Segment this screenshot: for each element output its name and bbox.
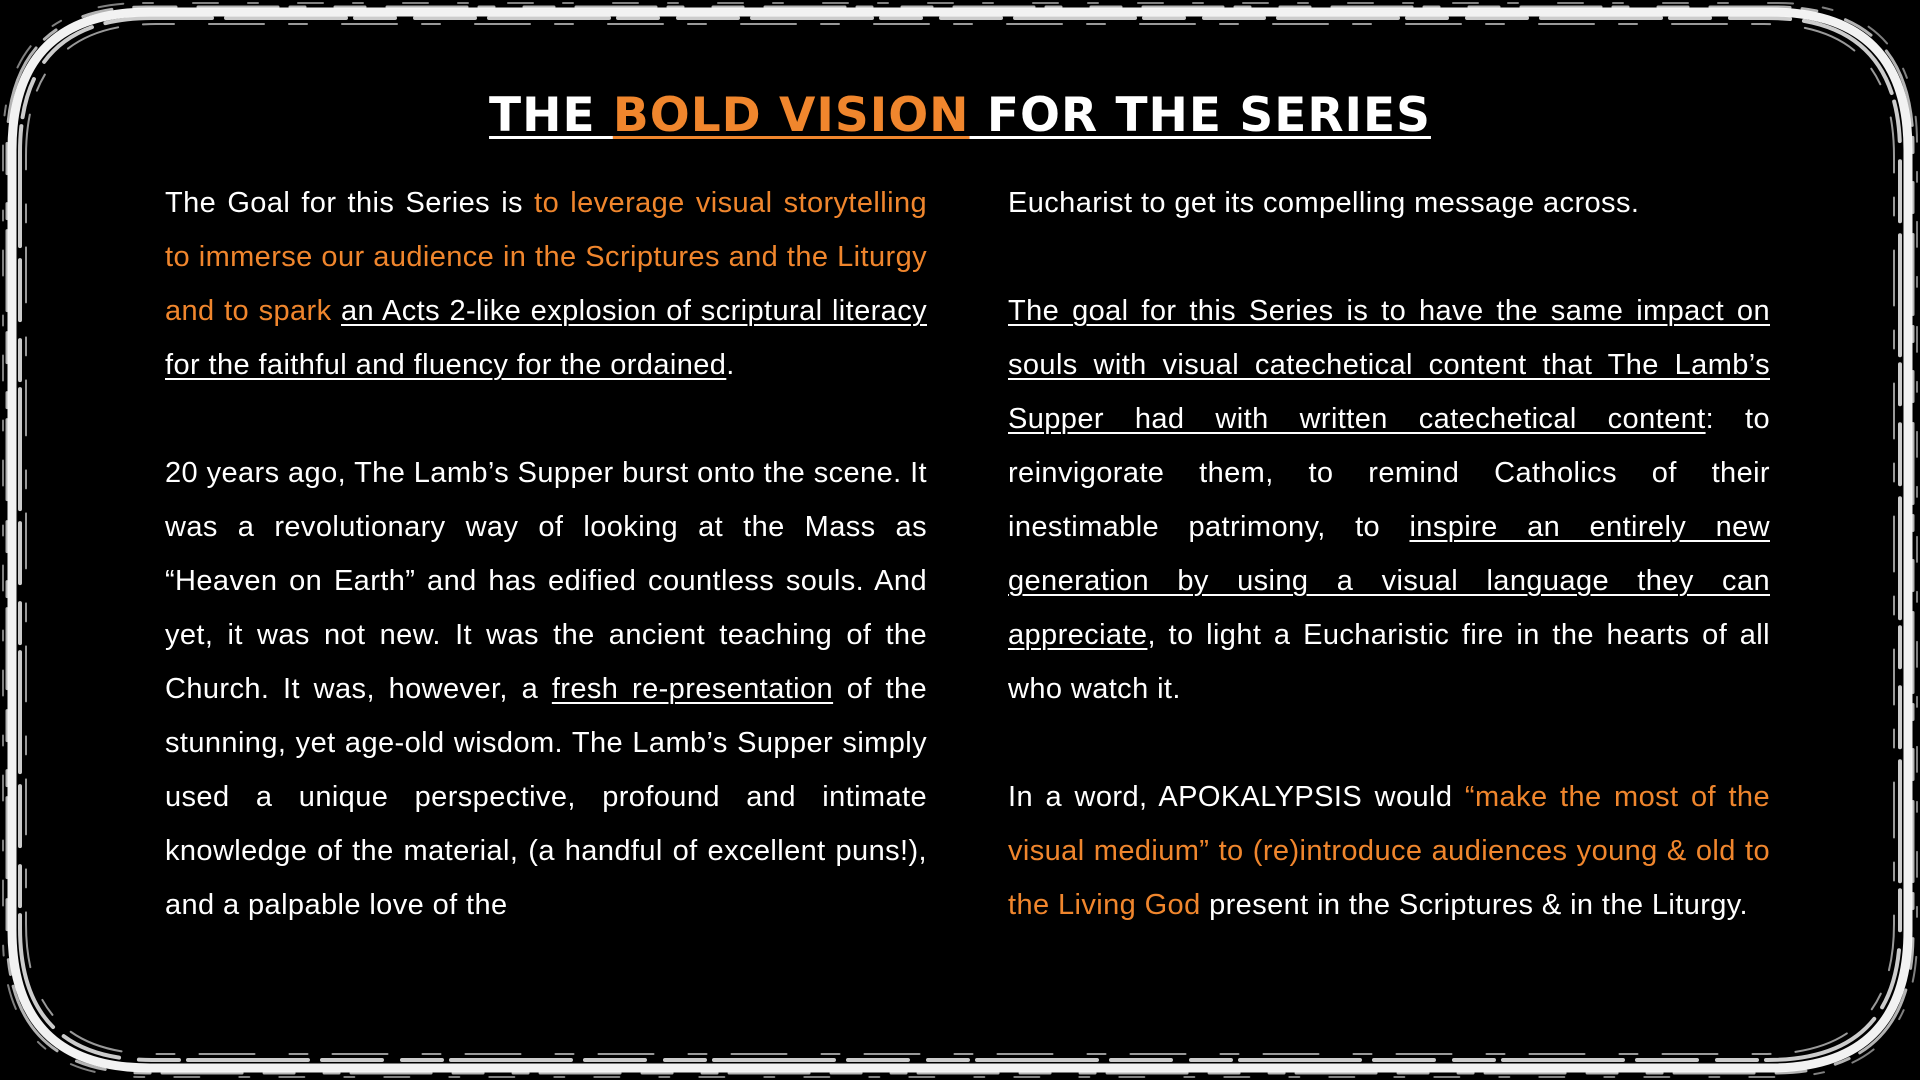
slide-title bbox=[0, 86, 1920, 146]
text-span: In a word, APOKALYPSIS would bbox=[1008, 781, 1465, 813]
text-span: . bbox=[726, 349, 735, 381]
underlined-text: an Acts 2-like explosion of scriptural literacy for the faithful and fluency for the ordained bbox=[165, 295, 927, 381]
left-column bbox=[165, 176, 927, 932]
right-paragraph-continuation bbox=[1008, 176, 1770, 230]
text-span: The Goal for this Series is bbox=[165, 187, 535, 219]
right-column bbox=[1008, 176, 1770, 932]
text-span: 20 years ago, The Lamb’s Supper burst onto the scene. It was a revolutionary way of looking at the Mass as “Heaven on Earth” and has edified countless souls. And yet, it was not new. It was the ancient teaching of the Church. It was, however, a bbox=[165, 457, 927, 705]
text-span: of the stunning, yet age-old wisdom. The Lamb’s Supper simply used a unique perspective, profound and intimate knowledge of the material, (a handful of excellent puns!), and a palpable love of the bbox=[165, 673, 928, 921]
text-span: present in the Scriptures & in the Liturgy. bbox=[1200, 889, 1749, 921]
underlined-text: fresh re-presentation bbox=[551, 673, 834, 705]
title-part-3: FOR THE SERIES bbox=[969, 88, 1431, 143]
highlighted-text: “make the most of the visual medium” to (re)introduce audiences young & old to the Living God bbox=[1008, 781, 1770, 921]
text-span: , to light a Eucharistic fire in the hearts of all who watch it. bbox=[1008, 619, 1770, 705]
left-paragraph-goal bbox=[165, 176, 927, 392]
left-paragraph-history bbox=[165, 446, 927, 932]
underlined-text: inspire an entirely new generation by using a visual language they can appreciate bbox=[1008, 511, 1770, 651]
text-span bbox=[332, 295, 342, 327]
text-span: Eucharist to get its compelling message across. bbox=[1008, 187, 1640, 219]
right-paragraph-summary bbox=[1008, 770, 1770, 932]
highlighted-text: to leverage visual storytelling to immerse our audience in the Scriptures and the Liturgy and to spark bbox=[165, 187, 927, 327]
title-highlight: BOLD VISION bbox=[612, 88, 970, 143]
underlined-text: The goal for this Series is to have the same impact on souls with visual catechetical content that The Lamb’s Supper had with written catechetical content bbox=[1008, 295, 1770, 435]
text-span: : to reinvigorate them, to remind Catholics of their inestimable patrimony, to bbox=[1008, 403, 1771, 543]
right-paragraph-goal bbox=[1008, 284, 1770, 716]
title-part-1: THE bbox=[489, 88, 613, 143]
